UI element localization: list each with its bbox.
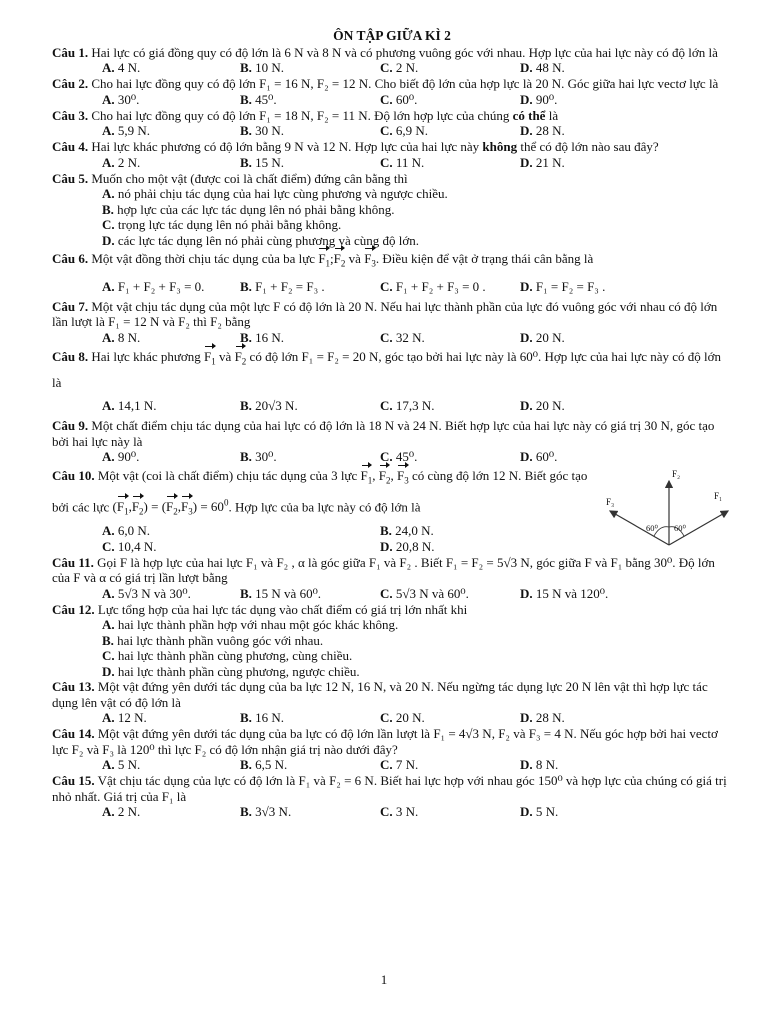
question-3 (52, 108, 732, 124)
option-b: B. 3√3 N. (240, 804, 292, 820)
vector-f2: $F_2$ (379, 465, 391, 492)
question-text: Hai lực có giá đồng quy có độ lớn là 6 N và 8 N và có phương vuông góc với nhau. Hợp lực của hai lực này có độ lớn là (88, 44, 718, 60)
option-a: A. 2 N. (102, 154, 141, 170)
option-d: D. 20 N. (520, 329, 565, 345)
option-a: A. 6,0 N. (102, 522, 151, 538)
options-9 (52, 449, 732, 465)
option-letter: D. (520, 329, 533, 345)
option-letter: D. (520, 123, 533, 138)
option-a: A. F₁ + F₂ + F₃ = 0. (102, 278, 205, 294)
statement-d: D. các lực tác dụng lên nó phải cùng phương và cùng độ lớn. (102, 232, 420, 248)
question-text-end: thể có độ lớn nào sau đây? (517, 139, 659, 154)
option-c: C. 10,4 N. (102, 538, 157, 554)
option-letter: D. (520, 278, 533, 294)
option-c: C. 3 N. (380, 804, 419, 820)
option-letter: D. (520, 398, 533, 414)
question-1 (52, 45, 732, 61)
question-2 (52, 76, 732, 92)
statement-a: A. hai lực thành phần hợp với nhau một góc khác không. (102, 617, 399, 633)
options-6 (52, 275, 732, 299)
option-c: C. 5√3 N và 60⁰. (380, 585, 469, 601)
vector-f1: $F_1$ (318, 248, 330, 275)
options-2 (52, 92, 732, 108)
option-letter: B. (240, 449, 252, 465)
vector-f1: $F_1$ (204, 346, 216, 373)
option-letter: A. (102, 91, 115, 107)
option-letter: C. (102, 538, 115, 554)
vector-f2: $F_2$ (235, 346, 247, 373)
question-7 (52, 299, 732, 330)
option-a: A. 4 N. (102, 60, 141, 75)
option-letter: A. (102, 710, 115, 726)
option-a: A. 90⁰. (102, 449, 140, 465)
options-8 (52, 394, 732, 418)
angle-condition: $(F_1,F_2) = (F_2,F_3) = 60^0$ (112, 499, 228, 514)
worksheet (52, 28, 732, 820)
option-letter: B. (240, 91, 252, 107)
question-number: Câu 6. (52, 251, 89, 266)
option-b: B. 45⁰. (240, 91, 277, 107)
question-text-mid: có cùng độ lớn 12 N. Biết góc tạo bởi các lực (52, 468, 588, 515)
question-4 (52, 139, 732, 155)
question-text: Muốn cho một vật (được coi là chất điểm) đứng cân bằng thì (88, 170, 408, 186)
option-c: C. 2 N. (380, 60, 419, 75)
emphasis-text: không (482, 139, 518, 154)
question-10: Câu 10. Một vật (coi là chất điểm) chịu tác dụng của 3 lực $F_1$, $F_2$, $F_3$ có cùng độ lớn 12 N. Biết góc tạo bởi các lực $(F_1,F_2) = (F_2,F_3) = 60^0$. Hợp lực của ba lực này có độ lớn là (52, 465, 592, 523)
option-d: D. F₁ = F₂ = F₃ . (520, 278, 606, 294)
option-letter: C. (380, 91, 393, 107)
option-c: C. 6,9 N. (380, 123, 429, 138)
option-b: B. 24,0 N. (380, 522, 434, 538)
option-b: B. 15 N. (240, 154, 285, 170)
option-letter: B. (380, 522, 392, 538)
page-title: ÔN TẬP GIỮA KÌ 2 (333, 28, 451, 43)
option-letter: D. (520, 449, 533, 465)
option-letter: D. (520, 757, 533, 773)
option-letter: B. (240, 710, 252, 726)
question-15 (52, 773, 732, 804)
question-5 (52, 171, 732, 187)
option-a: A. 5 N. (102, 757, 141, 773)
option-letter: A. (102, 449, 115, 465)
question-text-end: . Hợp lực của ba lực này có độ lớn là (228, 499, 421, 515)
question-number: Câu 15. (52, 773, 95, 789)
options-11 (52, 586, 732, 602)
option-letter: C. (380, 710, 393, 726)
question-11 (52, 555, 732, 586)
question-text: Một vật đứng yên dưới tác dụng của ba lực 12 N, 16 N, và 20 N. Nếu ngừng tác dụng lực 20 N lên vật thì hợp lực tác dụng lên vật có độ lớn là (52, 679, 708, 710)
option-c: C. 60⁰. (380, 91, 418, 107)
options-4 (52, 155, 732, 171)
question-number: Câu 3. (52, 107, 89, 123)
question-number: Câu 2. (52, 76, 89, 91)
option-d: D. 21 N. (520, 154, 565, 170)
option-letter: A. (102, 522, 115, 538)
question-text: Một chất điểm chịu tác dụng của hai lực có độ lớn là 18 N và 24 N. Biết hợp lực của hai lực này có giá trị 30 N, góc tạo bởi hai lực này là (52, 418, 715, 449)
option-b: B. 16 N. (240, 329, 285, 345)
question-6: Câu 6. Một vật đồng thời chịu tác dụng của ba lực $F_1;F_2$ và $F_3$. Điều kiện để vật ở trạng thái cân bằng là (52, 248, 732, 275)
option-b: B. 15 N và 60⁰. (240, 585, 322, 601)
question-number: Câu 8. (52, 348, 89, 364)
question-number: Câu 11. (52, 554, 94, 570)
option-b: B. 6,5 N. (240, 757, 288, 773)
option-b: B. 10 N. (240, 60, 285, 75)
vector-f1: $F_1$ (361, 465, 373, 492)
option-letter: B. (240, 757, 252, 773)
option-letter: C. (380, 278, 393, 294)
statement-b: B. hợp lực của các lực tác dụng lên nó phải bằng không. (102, 201, 395, 217)
option-c: C. 11 N. (380, 154, 425, 170)
question-text: Cho hai lực đồng quy có độ lớn F₁ = 16 N, F₂ = 12 N. Cho biết độ lớn của hợp lực là 20 N. Góc giữa hai lực vectơ lực là (88, 76, 719, 91)
option-letter: C. (380, 154, 393, 170)
question-10-block (52, 465, 732, 555)
option-c: C. 7 N. (380, 757, 419, 773)
vector-f3: $F_3$ (397, 465, 409, 492)
option-letter: B. (240, 60, 252, 75)
option-letter: A. (102, 757, 115, 773)
options-3 (52, 123, 732, 139)
option-d: D. 20,8 N. (380, 538, 435, 554)
option-c: C. F₁ + F₂ + F₃ = 0 . (380, 278, 486, 294)
option-b: B. F₁ + F₂ = F₃ . (240, 278, 325, 294)
option-letter: A. (102, 154, 115, 170)
option-a: A. 12 N. (102, 710, 147, 726)
question-number: Câu 5. (52, 170, 89, 186)
statement-b: B. hai lực thành phần vuông góc với nhau. (102, 632, 324, 648)
question-number: Câu 4. (52, 139, 89, 154)
option-b: B. 30 N. (240, 123, 285, 138)
option-a: A. 5,9 N. (102, 123, 151, 138)
statement-a: A. nó phải chịu tác dụng của hai lực cùng phương và ngược chiều. (102, 186, 448, 201)
option-letter: A. (102, 398, 115, 414)
option-d: D. 28 N. (520, 710, 565, 726)
question-number: Câu 7. (52, 298, 89, 314)
option-letter: B. (240, 804, 252, 820)
force-diagram (602, 465, 732, 557)
options-7 (52, 330, 732, 346)
question-9 (52, 418, 732, 449)
option-letter: D. (520, 154, 533, 170)
vector-f3-arrow (610, 511, 669, 545)
question-text-end: là (545, 107, 559, 123)
option-a: A. 2 N. (102, 804, 141, 820)
option-c: C. 45⁰. (380, 449, 418, 465)
option-letter: B. (240, 278, 252, 294)
question-number: Câu 9. (52, 418, 89, 434)
option-letter: D. (380, 538, 393, 554)
option-d: D. 28 N. (520, 123, 565, 138)
question-text: Một vật đồng thời chịu tác dụng của ba lực (88, 251, 319, 266)
question-text: Cho hai lực đồng quy có độ lớn F₁ = 18 N, F₂ = 11 N. Độ lớn hợp lực của chúng (88, 107, 513, 123)
options-15 (52, 804, 732, 820)
question-number: Câu 10. (52, 468, 95, 484)
option-d: D. 5 N. (520, 804, 559, 820)
option-c: C. 32 N. (380, 329, 425, 345)
angle-label-left: 60⁰ (646, 523, 658, 534)
option-d: D. 90⁰. (520, 91, 558, 107)
option-c: C. 20 N. (380, 710, 425, 726)
option-a: A. 8 N. (102, 329, 141, 345)
emphasis-text: có thể (512, 107, 546, 123)
option-letter: D. (520, 804, 533, 820)
question-14 (52, 726, 732, 757)
option-letter: B. (240, 123, 252, 138)
question-number: Câu 12. (52, 601, 95, 617)
option-letter: A. (102, 278, 115, 294)
option-letter: A. (102, 585, 115, 601)
option-d: D. 48 N. (520, 60, 565, 75)
option-letter: D. (520, 91, 533, 107)
option-letter: B. (240, 154, 252, 170)
option-c: C. 17,3 N. (380, 398, 435, 414)
label-f2: F₂ (672, 469, 681, 480)
option-letter: C. (380, 123, 393, 138)
question-12 (52, 602, 732, 618)
option-letter: C. (380, 398, 393, 414)
question-text-end: có độ lớn F₁ = F₂ = 20 N, góc tạo bởi hai lực này là 60⁰. Hợp lực của hai lực này có độ lớn là (52, 348, 722, 391)
question-text: Hai lực khác phương (88, 348, 205, 364)
question-text-end: . Điều kiện để vật ở trạng thái cân bằng là (375, 251, 594, 266)
question-number: Câu 13. (52, 679, 95, 695)
question-13 (52, 679, 732, 710)
option-b: B. 30⁰. (240, 449, 277, 465)
statement-d: D. hai lực thành phần cùng phương, ngược chiều. (102, 663, 360, 679)
question-text: Lực tổng hợp của hai lực tác dụng vào chất điểm có giá trị lớn nhất khi (94, 601, 468, 617)
vector-f3: $F_3$ (364, 248, 376, 275)
option-letter: A. (102, 329, 115, 345)
question-text: Gọi F là hợp lực của hai lực F₁ và F₂ , α là góc giữa F₁ và F₂ . Biết F₁ = F₂ = 5√3 N, góc giữa F và F₁ bằng 30⁰. Độ lớn của F và α có giá trị lần lượt bằng (52, 554, 715, 586)
statement-c: C. trọng lực tác dụng lên nó phải bằng không. (102, 217, 342, 232)
option-letter: C. (380, 449, 393, 465)
options-14 (52, 757, 732, 773)
option-letter: C. (380, 757, 393, 773)
option-a: A. 5√3 N và 30⁰. (102, 585, 191, 601)
question-number: Câu 1. (52, 44, 89, 60)
options-13 (52, 710, 732, 726)
question-text: Một vật đứng yên dưới tác dụng của ba lực có độ lớn lần lượt là F₁ = 4√3 N, F₂ và F₃ = 4 N. Nếu góc hợp bởi hai vectơ lực F₂ và F₃ là 120⁰ thì lực F₂ có độ lớn nhận giá trị nào dưới đây? (52, 726, 718, 757)
option-a: A. 30⁰. (102, 91, 140, 107)
option-letter: C. (380, 60, 393, 75)
option-letter: A. (102, 60, 115, 75)
option-d: D. 8 N. (520, 757, 559, 773)
question-text: Một vật chịu tác dụng của một lực F có độ lớn là 20 N. Nếu hai lực thành phần của lực đó vuông góc với nhau có độ lớn lần lượt là F₁ = 12 N và F₂ thì F₂ bằng (52, 298, 718, 330)
option-letter: A. (102, 804, 115, 820)
option-letter: D. (520, 710, 533, 726)
option-d: D. 15 N và 120⁰. (520, 585, 609, 601)
statement-c: C. hai lực thành phần cùng phương, cùng chiều. (102, 648, 353, 664)
option-letter: C. (380, 329, 393, 345)
angle-label-right: 60⁰ (674, 523, 686, 534)
option-letter: D. (520, 585, 533, 601)
option-a: A. 14,1 N. (102, 398, 157, 414)
question-8: Câu 8. Hai lực khác phương $F_1$ và $F_2$ có độ lớn F₁ = F₂ = 20 N, góc tạo bởi hai lực này là 60⁰. Hợp lực của hai lực này có độ lớn là (52, 346, 732, 395)
option-b: B. 16 N. (240, 710, 285, 726)
vector-f2: $F_2$ (334, 248, 346, 275)
option-letter: C. (380, 804, 393, 820)
option-letter: C. (380, 585, 393, 601)
option-letter: B. (240, 585, 252, 601)
option-d: D. 60⁰. (520, 449, 558, 465)
question-text: Hai lực khác phương có độ lớn bằng 9 N và 12 N. Hợp lực của hai lực này (88, 139, 483, 154)
option-letter: D. (520, 60, 533, 75)
option-d: D. 20 N. (520, 398, 565, 414)
option-letter: B. (240, 398, 252, 414)
label-f3: F₃ (606, 497, 615, 508)
page-number: 1 (380, 972, 388, 987)
question-text: Một vật (coi là chất điểm) chịu tác dụng của 3 lực (94, 468, 361, 484)
option-letter: B. (240, 329, 252, 345)
question-text: Vật chịu tác dụng của lực có độ lớn là F₁ và F₂ = 6 N. Biết hai lực hợp với nhau góc 150⁰ và hợp lực của chúng có giá trị nhỏ nhất. Giá trị của F₁ là (52, 773, 727, 804)
question-number: Câu 14. (52, 726, 95, 742)
label-f1: F₁ (714, 491, 723, 502)
option-letter: A. (102, 123, 115, 138)
options-1 (52, 60, 732, 76)
option-b: B. 20√3 N. (240, 398, 298, 414)
